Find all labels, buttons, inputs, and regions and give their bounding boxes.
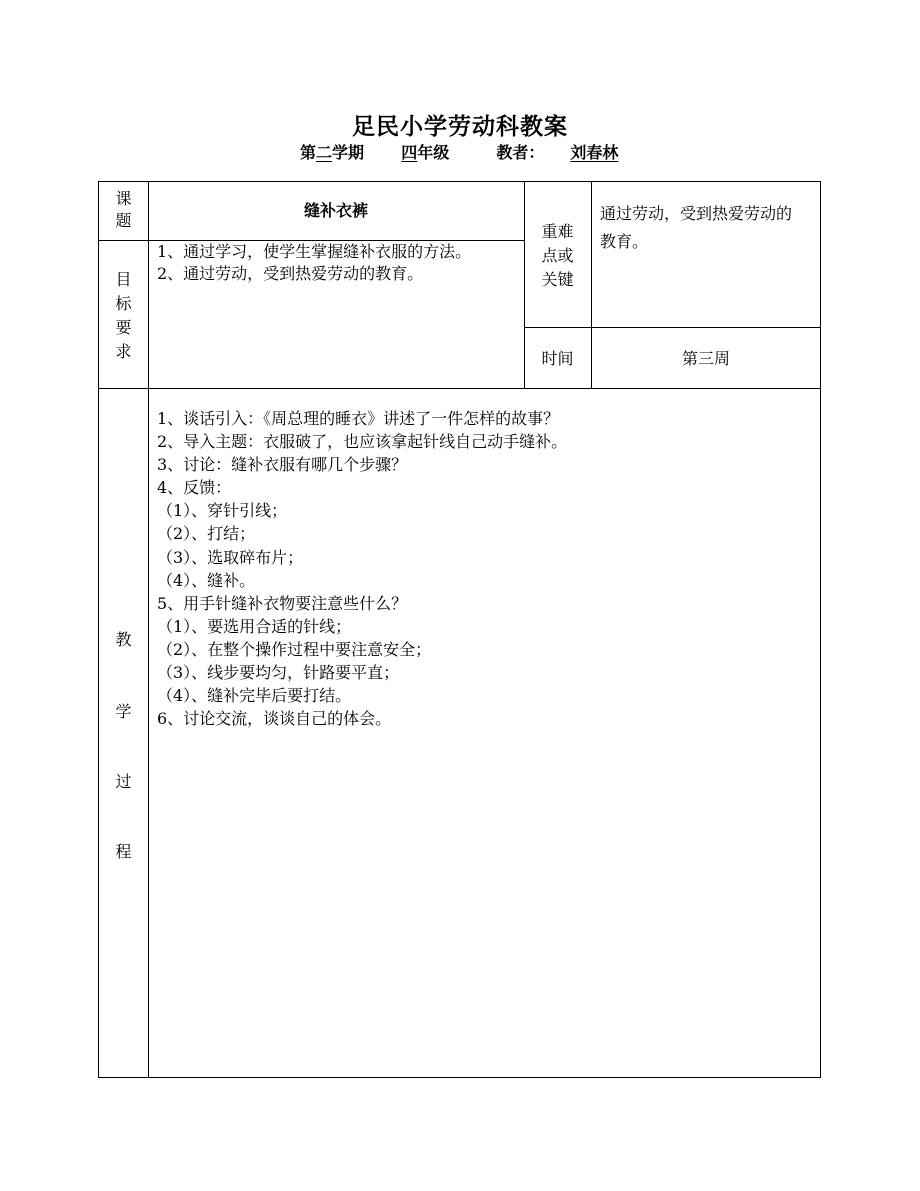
teacher-label: 教者： — [496, 143, 545, 162]
semester-value: 二 — [316, 143, 333, 162]
topic-label: 课 题 — [115, 189, 132, 230]
process-label-char: 学 — [115, 702, 132, 721]
grade-suffix: 年级 — [417, 143, 450, 162]
time-label: 时间 — [541, 349, 574, 368]
process-step: （1）、要选用合适的针线； — [157, 616, 352, 636]
process-step: （3）、选取碎布片； — [157, 547, 304, 567]
process-label-char: 过 — [115, 772, 132, 791]
divider — [148, 182, 149, 1078]
process-list — [157, 407, 807, 730]
goal-item: 2、通过劳动，受到热爱劳动的教育。 — [157, 264, 424, 283]
grade-value: 四 — [401, 143, 418, 162]
divider — [524, 327, 821, 328]
topic-value: 缝补衣裤 — [303, 201, 368, 220]
lesson-table — [98, 181, 821, 1078]
teacher-name: 刘春林 — [570, 143, 619, 162]
process-step: 5、用手针缝补衣物要注意些什么？ — [157, 593, 408, 613]
document-title: 足民小学劳动科教案 — [352, 113, 568, 140]
header-line — [300, 140, 644, 163]
process-step: （4）、缝补。 — [157, 570, 256, 590]
process-step: （1）、穿针引线； — [157, 501, 288, 521]
process-step: （4）、缝补完毕后要打结。 — [157, 686, 352, 706]
process-step: 3、讨论：缝补衣服有哪几个步骤？ — [157, 455, 408, 475]
goals-list — [157, 241, 523, 285]
process-label-char: 教 — [115, 630, 132, 649]
process-step: （3）、线步要均匀，针路要平直； — [157, 663, 400, 683]
process-step: （2）、打结； — [157, 524, 256, 544]
process-step: 6、讨论交流，谈谈自己的体会。 — [157, 709, 392, 729]
process-label-char: 程 — [115, 842, 132, 861]
goal-item: 1、通过学习，使学生掌握缝补衣服的方法。 — [157, 242, 472, 261]
keypoints-value: 通过劳动，受到热爱劳动的教育。 — [600, 204, 793, 251]
process-step: 2、导入主题：衣服破了，也应该拿起针线自己动手缝补。 — [157, 432, 568, 452]
keypoints-label: 重难 点或 关键 — [541, 222, 574, 289]
process-step: 4、反馈： — [157, 478, 232, 498]
semester-suffix: 学期 — [332, 143, 365, 162]
process-step: 1、谈话引入：《周总理的睡衣》讲述了一件怎样的故事？ — [157, 409, 560, 428]
semester-prefix: 第 — [300, 143, 317, 162]
divider — [99, 388, 821, 389]
process-step: （2）、在整个操作过程中要注意安全； — [157, 639, 432, 659]
time-value: 第三周 — [681, 349, 730, 368]
goals-label: 目 标 要 求 — [115, 270, 132, 361]
